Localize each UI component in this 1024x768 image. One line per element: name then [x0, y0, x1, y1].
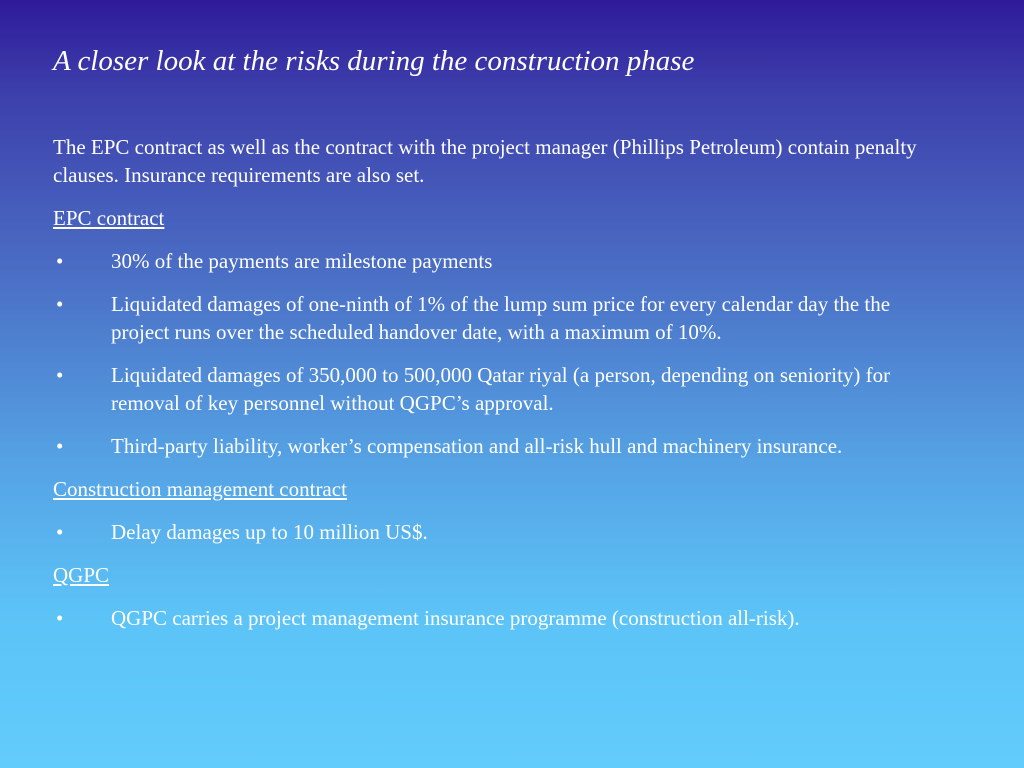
intro-paragraph: The EPC contract as well as the contract with the project manager (Phillips Petroleum) contain penalty clauses. Insurance requirements are also set.	[53, 135, 917, 187]
bullet-marker: •	[56, 434, 64, 458]
list-item-text: Delay damages up to 10 million US$.	[111, 520, 428, 544]
section-qgpc	[53, 561, 943, 632]
section-heading: QGPC	[53, 563, 110, 587]
bullet-marker: •	[56, 292, 64, 316]
list-item	[53, 290, 943, 346]
section-epc-contract	[53, 204, 943, 460]
list-item	[53, 518, 943, 546]
list-item	[53, 361, 943, 417]
slide-title: A closer look at the risks during the construction phase	[53, 45, 695, 77]
bullet-marker: •	[56, 606, 64, 630]
bullet-marker: •	[56, 520, 64, 544]
slide-body	[53, 133, 943, 647]
section-heading: EPC contract	[53, 206, 165, 230]
section-heading: Construction management contract	[53, 477, 347, 501]
list-item-text: QGPC carries a project management insurance programme (construction all-risk).	[111, 606, 800, 630]
list-item-text: Third-party liability, worker’s compensation and all-risk hull and machinery insurance.	[111, 434, 843, 458]
list-item	[53, 432, 943, 460]
bullet-marker: •	[56, 249, 64, 273]
list-item-text: 30% of the payments are milestone payments	[111, 249, 493, 273]
list-item-text: Liquidated damages of 350,000 to 500,000 Qatar riyal (a person, depending on seniority) for removal of key personnel without QGPC’s approval.	[111, 363, 891, 415]
section-construction-management-contract	[53, 475, 943, 546]
bullet-marker: •	[56, 363, 64, 387]
list-item	[53, 247, 943, 275]
list-item	[53, 604, 943, 632]
list-item-text: Liquidated damages of one-ninth of 1% of the lump sum price for every calendar day the the project runs over the scheduled handover date, with a maximum of 10%.	[111, 292, 891, 344]
